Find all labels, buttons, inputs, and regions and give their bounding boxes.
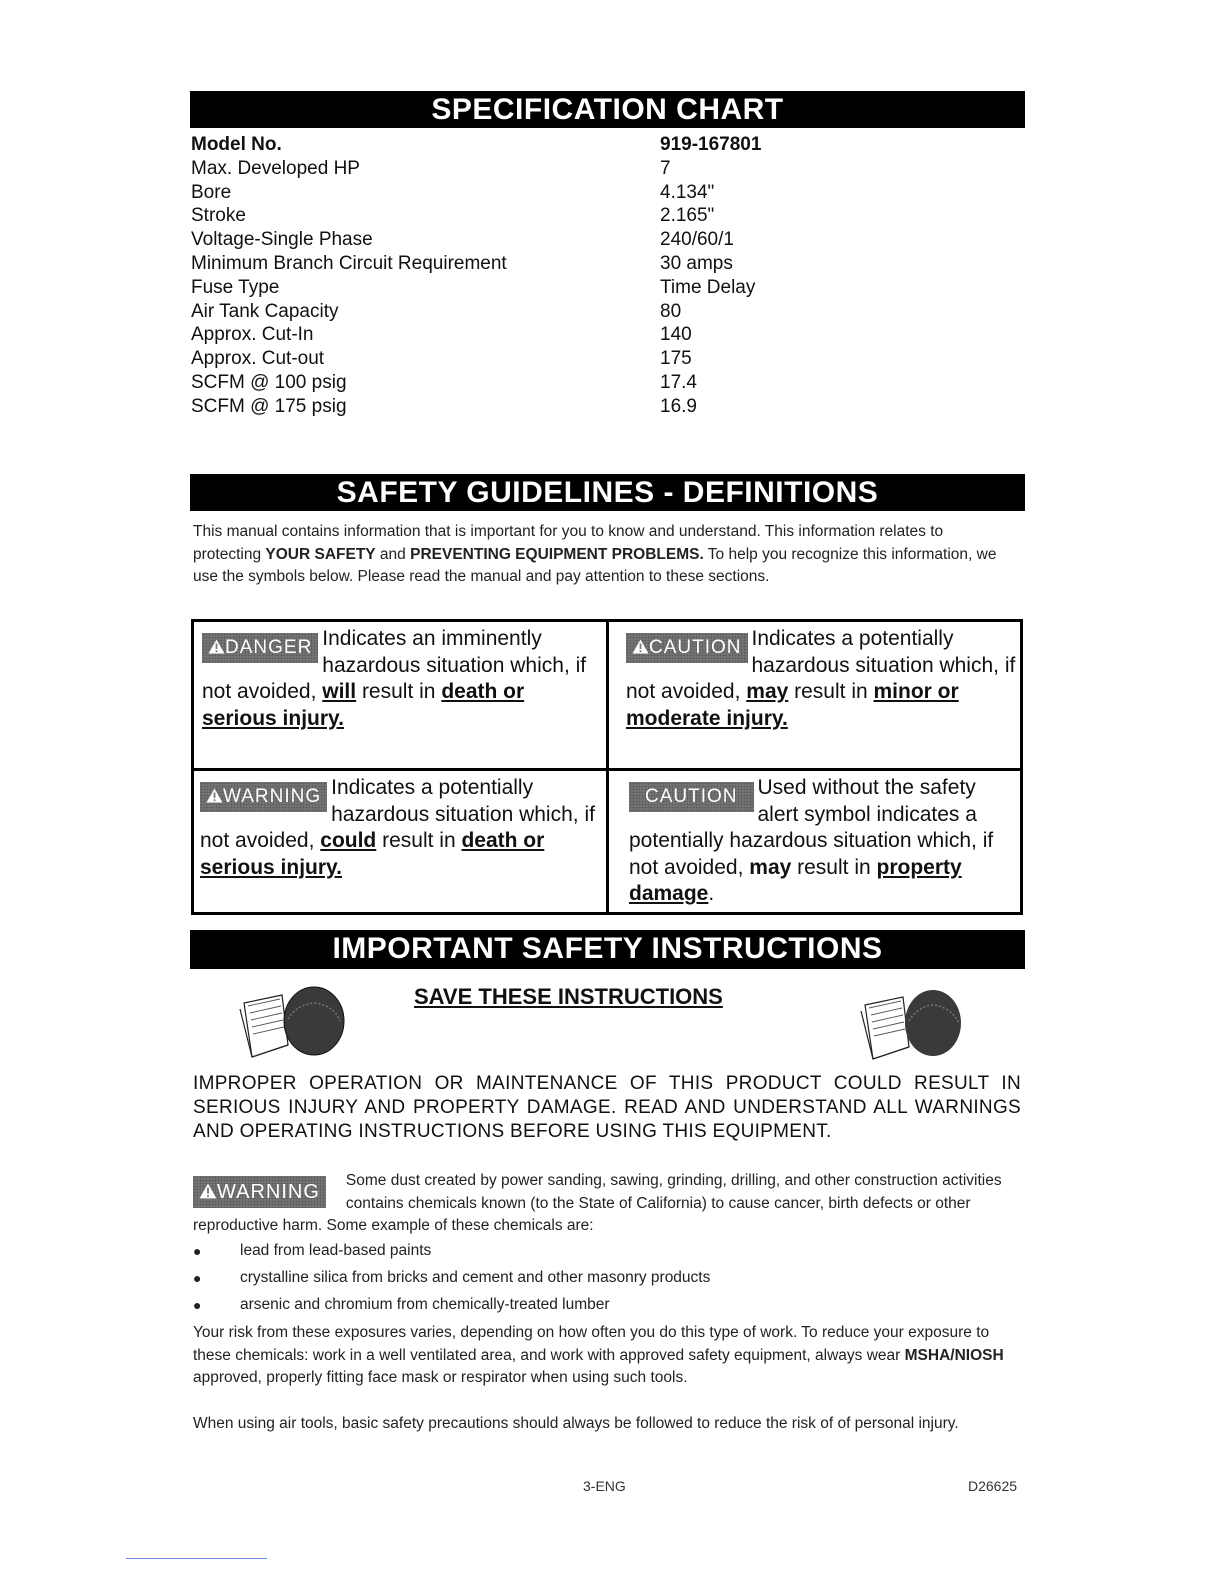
safety-intro-paragraph [193, 521, 1013, 589]
open-book-icon [857, 985, 967, 1065]
spec-row [191, 300, 891, 324]
spec-table [191, 133, 891, 419]
definition-text: Indicates a potentially hazardous situation which, if not avoided, [200, 776, 595, 852]
spec-value: 140 [660, 324, 692, 346]
bullet-icon: ● [193, 1297, 202, 1313]
definition-emphasis: property damage [629, 855, 962, 905]
spec-row [191, 371, 891, 395]
badge-label: CAUTION [649, 637, 742, 658]
intro-emphasis: PREVENTING EQUIPMENT PROBLEMS. [410, 545, 704, 563]
spec-label: Fuse Type [191, 276, 280, 298]
spec-label: Bore [191, 181, 232, 203]
caution-badge [629, 782, 754, 812]
spec-value: 7 [660, 157, 671, 179]
spec-label: Air Tank Capacity [191, 300, 339, 322]
prop65-warning [193, 1170, 1008, 1238]
prop65-text: Some dust created by power sanding, sawing, grinding, drilling, and other construction activities contains chemicals known (to the State of California) to cause cancer, birth defects or other reproductive harm. Some example of these chemicals are: [193, 1172, 1002, 1234]
spec-row [191, 276, 891, 300]
definition-text: Used without the safety alert symbol indicates a potentially hazardous situation which, if not avoided, [629, 776, 994, 879]
danger-definition [202, 626, 598, 732]
warning-definition [200, 775, 598, 881]
definition-emphasis: could [320, 829, 377, 852]
paragraph-text: approved, properly fitting face mask or respirator when using such tools. [193, 1369, 688, 1386]
spec-value: 2.165" [660, 205, 715, 227]
grid-divider [606, 622, 609, 912]
exposure-paragraph [193, 1322, 1013, 1390]
operation-warning-paragraph: IMPROPER OPERATION OR MAINTENANCE OF THIS PRODUCT COULD RESULT IN SERIOUS INJURY AND PROPERTY DAMAGE. READ AND UNDERSTAND ALL WARNINGS AND OPERATING INSTRUCTIONS BEFORE USING THIS EQUIPMENT. [193, 1073, 1021, 1142]
spec-chart-heading: SPECIFICATION CHART [190, 91, 1025, 128]
spec-value: Time Delay [660, 276, 756, 298]
warning-triangle-icon [199, 1183, 217, 1199]
warning-triangle-icon [632, 639, 649, 654]
definition-text: result in [376, 829, 462, 852]
spec-value: 30 amps [660, 252, 733, 274]
list-item-text: crystalline silica from bricks and cement and other masonry products [240, 1269, 711, 1286]
warning-badge [193, 1176, 326, 1208]
spec-label: Max. Developed HP [191, 157, 360, 179]
spec-row [191, 252, 891, 276]
list-item [193, 1240, 993, 1267]
spec-value: 4.134" [660, 181, 715, 203]
spec-label: SCFM @ 175 psig [191, 395, 347, 417]
definition-emphasis: death or serious injury. [202, 680, 525, 730]
spec-label: Approx. Cut-out [191, 348, 325, 370]
definition-text: Indicates a potentially hazardous situation which, if not avoided, [626, 627, 1016, 703]
list-item [193, 1294, 993, 1321]
spec-label: SCFM @ 100 psig [191, 371, 347, 393]
divider [126, 1558, 267, 1559]
badge-label: CAUTION [645, 786, 738, 807]
badge-label: WARNING [217, 1181, 320, 1203]
important-safety-heading: IMPORTANT SAFETY INSTRUCTIONS [190, 930, 1025, 969]
paragraph-text: Your risk from these exposures varies, depending on how often you do this type of work. To reduce your exposure to these chemicals: work in a well ventilated area, and work with approved safety equipment, always wear [193, 1324, 990, 1364]
air-tools-paragraph: When using air tools, basic safety precautions should always be followed to reduce the risk of of personal injury. [193, 1415, 959, 1432]
intro-text: To help you recognize this information, we use the symbols below. Please read the manual and pay attention to these sections. [193, 545, 997, 585]
spec-row [191, 347, 891, 371]
spec-row [191, 204, 891, 228]
warning-badge [200, 782, 327, 812]
definition-emphasis: death or serious injury. [200, 829, 545, 879]
definition-text: . [708, 882, 715, 905]
safety-guidelines-heading: SAFETY GUIDELINES - DEFINITIONS [190, 474, 1025, 511]
intro-text: This manual contains information that is important for you to know and understand. This information relates to protecting [193, 523, 944, 563]
caution-property-definition [629, 775, 1021, 908]
spec-header-row [191, 133, 891, 157]
list-item-text: lead from lead-based paints [240, 1242, 432, 1259]
definition-emphasis: minor or moderate injury. [626, 680, 959, 730]
caution-badge [626, 633, 748, 663]
list-item-text: arsenic and chromium from chemically-treated lumber [240, 1296, 610, 1313]
bullet-icon: ● [193, 1270, 202, 1286]
definition-text: result in [791, 855, 877, 879]
definitions-grid [191, 619, 1023, 915]
definition-emphasis: will [322, 680, 357, 703]
spec-row [191, 181, 891, 205]
caution-alert-definition [626, 626, 1021, 732]
spec-value: 919-167801 [660, 134, 762, 155]
spec-label: Voltage-Single Phase [191, 229, 373, 251]
intro-text: and [375, 545, 411, 563]
spec-value: 80 [660, 300, 682, 322]
bullet-icon: ● [193, 1243, 202, 1259]
definition-text: result in [788, 680, 874, 703]
spec-value: 16.9 [660, 395, 697, 417]
chemical-list [193, 1240, 993, 1321]
spec-label: Minimum Branch Circuit Requirement [191, 252, 507, 274]
grid-divider [194, 768, 1020, 771]
spec-value: 175 [660, 348, 692, 370]
paragraph-emphasis: MSHA/NIOSH [904, 1346, 1004, 1364]
spec-label: Approx. Cut-In [191, 324, 314, 346]
save-instructions-title: SAVE THESE INSTRUCTIONS [414, 984, 723, 1009]
definition-emphasis: may [749, 855, 792, 879]
spec-row [191, 323, 891, 347]
page-number: 3-ENG [583, 1478, 626, 1494]
warning-triangle-icon [206, 788, 223, 803]
definition-emphasis: may [746, 680, 789, 703]
spec-label: Model No. [191, 134, 282, 155]
definition-text: Indicates an imminently hazardous situation which, if not avoided, [202, 627, 587, 703]
spec-value: 240/60/1 [660, 229, 734, 251]
spec-row [191, 228, 891, 252]
list-item [193, 1267, 993, 1294]
danger-badge [202, 633, 318, 663]
spec-value: 17.4 [660, 371, 697, 393]
badge-label: DANGER [225, 637, 313, 658]
badge-label: WARNING [223, 786, 322, 807]
spec-row [191, 395, 891, 419]
intro-emphasis: YOUR SAFETY [265, 545, 376, 563]
warning-triangle-icon [208, 639, 225, 654]
definition-text: result in [356, 680, 442, 703]
open-book-icon [230, 983, 350, 1063]
spec-row [191, 157, 891, 181]
document-code: D26625 [968, 1478, 1018, 1494]
spec-label: Stroke [191, 205, 246, 227]
